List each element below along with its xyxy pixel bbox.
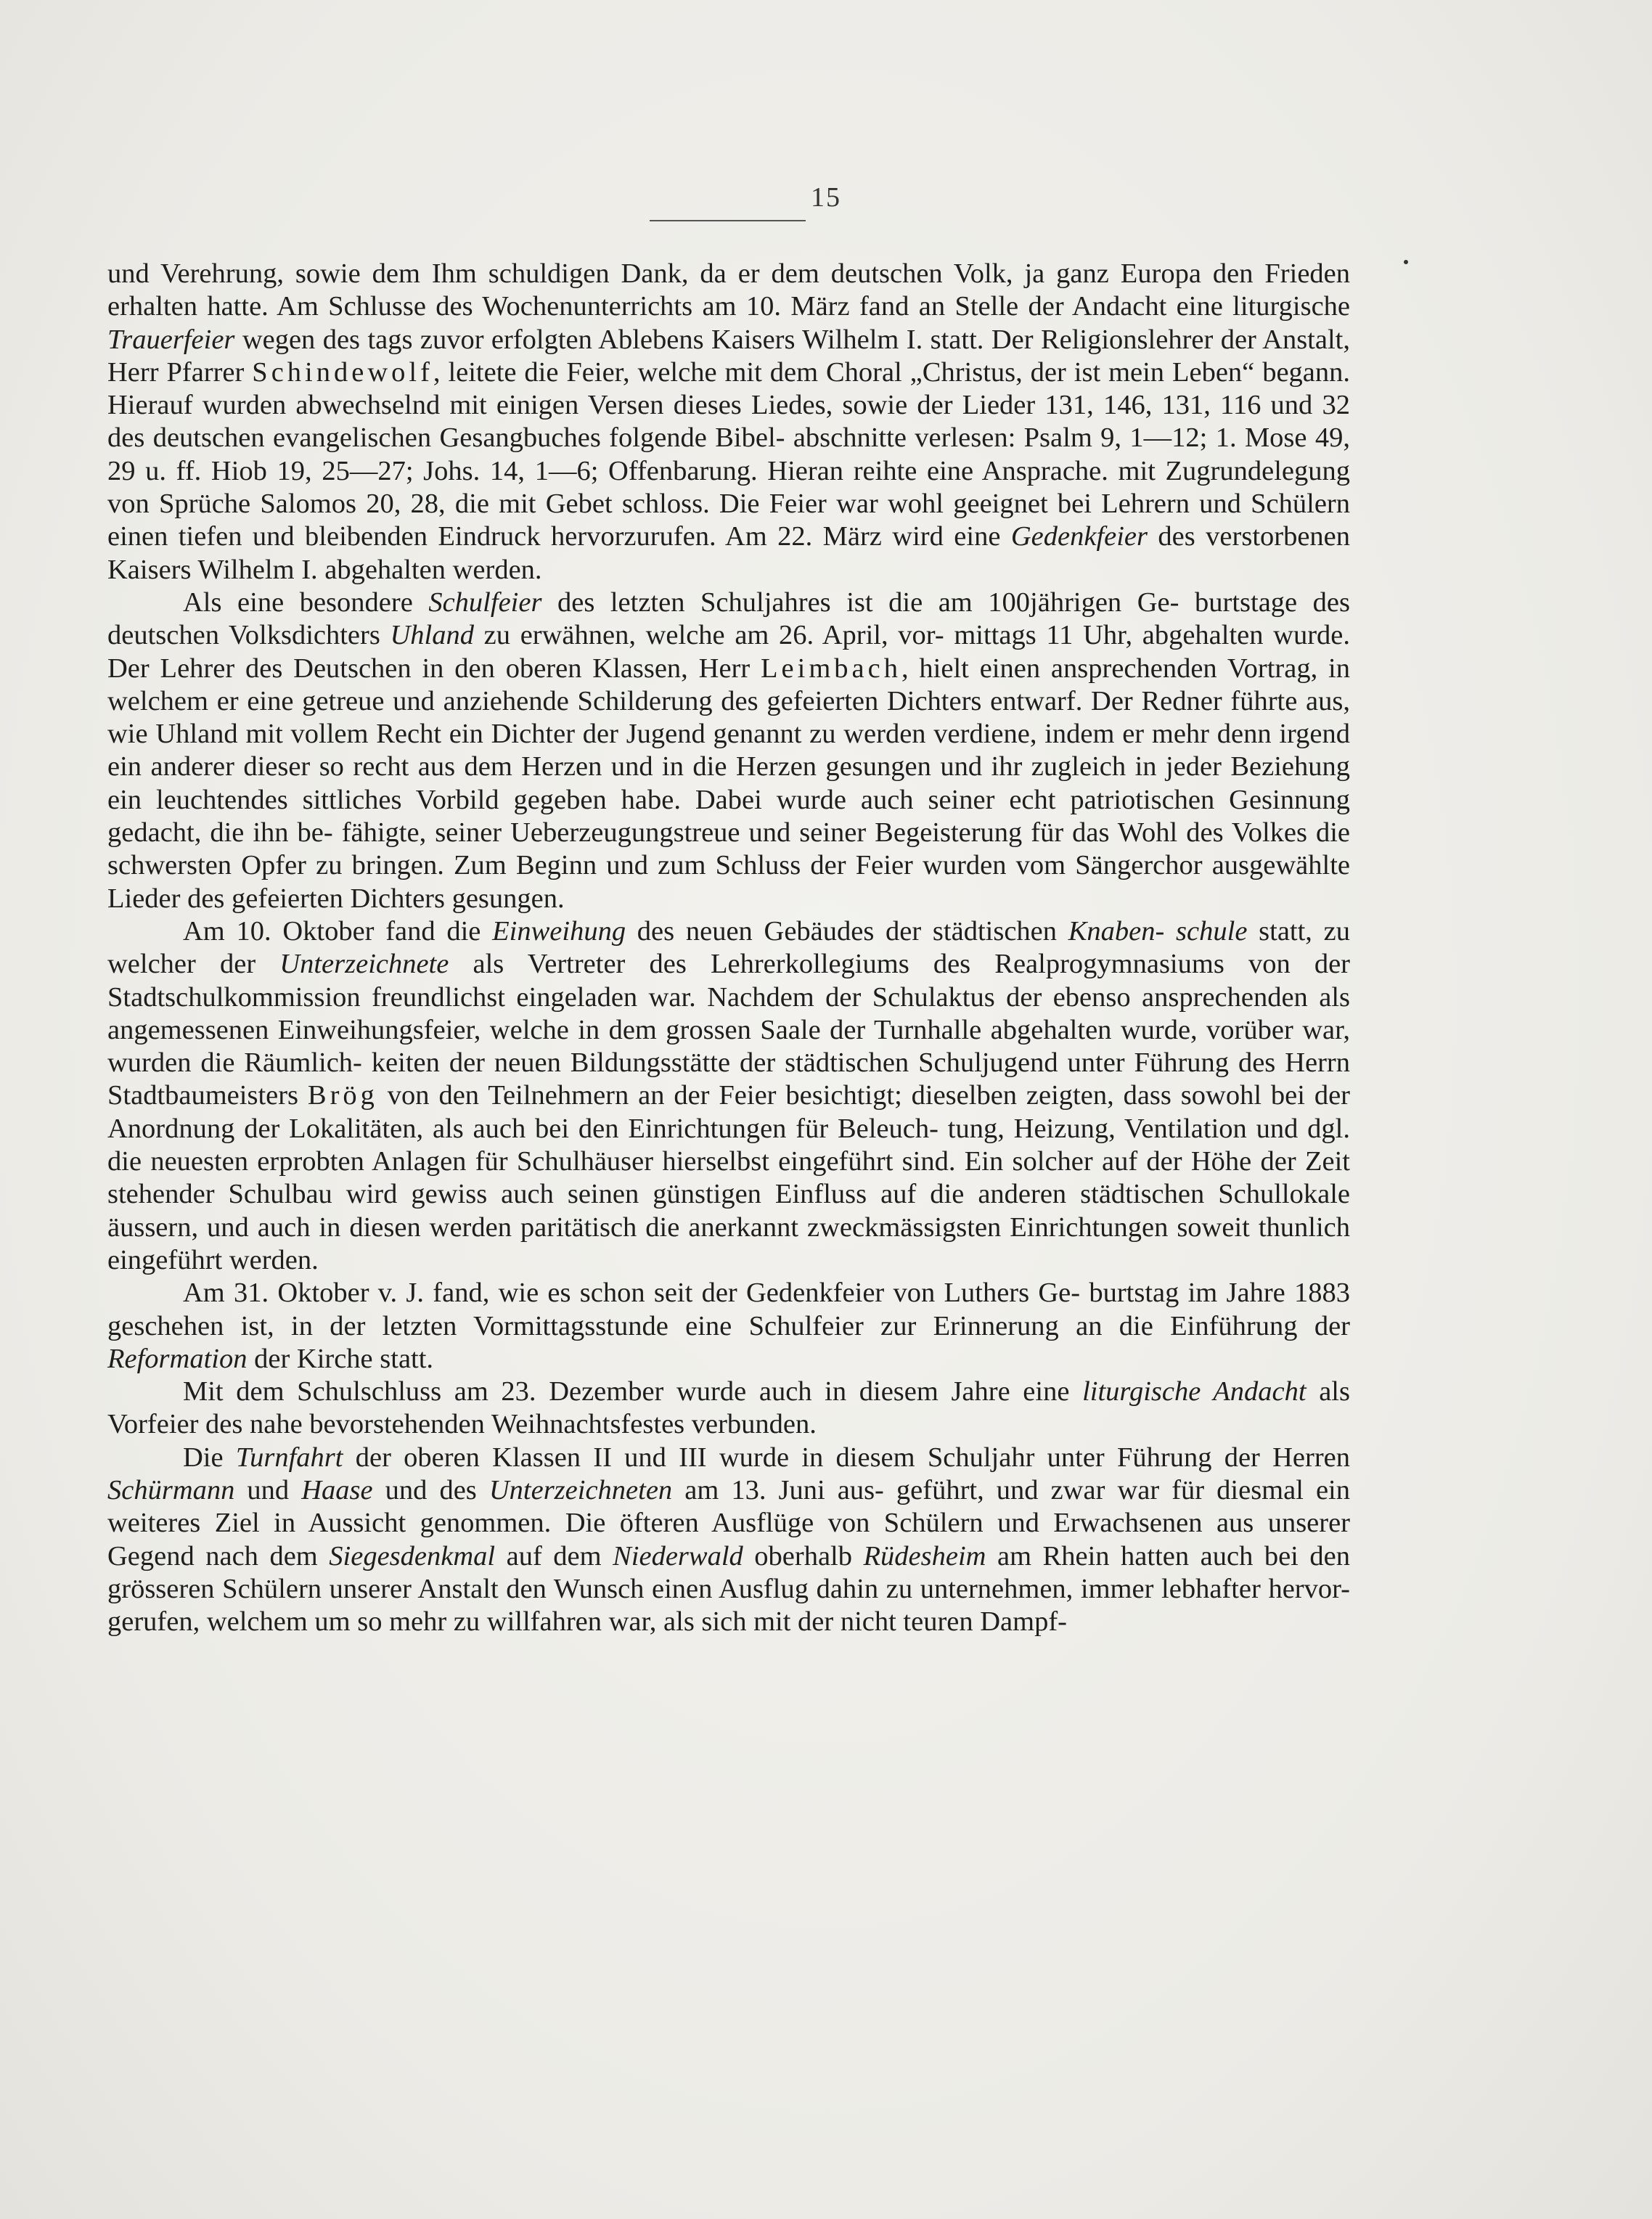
paragraph: [107, 1277, 1350, 1376]
text-run: am 13. Juni aus- geführt, und zwar war für diesmal ein weiteres Ziel in Aussicht genommen. Die öfteren Ausflüge von Schülern und Erwachsenen aus unserer Gegend nach dem: [107, 1474, 1350, 1572]
italic-emphasis: Unterzeichneten: [488, 1474, 673, 1505]
italic-emphasis: Unterzeichnete: [279, 949, 449, 980]
italic-emphasis: Rüdesheim: [863, 1540, 986, 1572]
italic-emphasis: Schulfeier: [428, 587, 542, 618]
body-text: [107, 258, 1350, 1638]
text-run: oberhalb: [743, 1540, 864, 1572]
italic-emphasis: Turnfahrt: [235, 1442, 343, 1473]
paragraph: [107, 1442, 1350, 1639]
italic-emphasis: Reformation: [107, 1343, 248, 1374]
italic-emphasis: Knaben- schule: [1068, 915, 1248, 947]
text-run: wegen des tags zuvor erfolgten Ablebens Kaisers Wilhelm I. statt. Der Religionslehrer der Anstalt, Herr Pfarrer: [107, 324, 1350, 388]
text-run: der Kirche statt.: [247, 1343, 434, 1374]
text-run: Als eine besondere: [183, 587, 429, 618]
text-run: , hielt einen ansprechenden Vortrag, in welchem er eine getreue und anziehende Schilderung des gefeierten Dichters entwarf. Der Redner führte aus, wie Uhland mit vollem Recht ein Dichter der Jugend genannt zu werden verdiene, indem er mehr denn irgend ein anderer dieser so recht aus dem Herzen und in die Herzen gesungen und ihr zugleich in jeder Beziehung ein leuchtendes sittliches Vorbild gegeben habe. Dabei wurde auch seiner echt patriotischen Gesinnung gedacht, die ihn be- fähigte, seiner Ueberzeugungstreue und seiner Begeisterung für das Wohl des Volkes die schwersten Opfer zu bringen. Zum Beginn und zum Schluss der Feier wurden vom Sängerchor ausgewählte Lieder des gefeierten Dichters gesungen.: [107, 653, 1350, 914]
text-run: auf dem: [495, 1540, 613, 1572]
text-run: der oberen Klassen II und III wurde in diesem Schuljahr unter Führung der Herren: [343, 1442, 1350, 1473]
spaced-name: Brög: [307, 1080, 378, 1111]
text-run: Die: [183, 1442, 236, 1473]
italic-emphasis: Schürmann: [107, 1474, 235, 1505]
text-run: des neuen Gebäudes der städtischen: [626, 915, 1068, 947]
text-run: am Rhein hatten auch bei den grösseren Schülern unserer Anstalt den Wunsch einen Ausflug dahin zu unternehmen, immer lebhafter hervor- gerufen, welchem um so mehr zu willfahren war, als sich mit der nicht teuren Dampf-: [107, 1540, 1350, 1638]
page-number: 15: [811, 182, 841, 213]
text-run: des verstorbenen Kaisers Wilhelm I. abgehalten werden.: [107, 521, 1351, 585]
text-run: Am 31. Oktober v. J. fand, wie es schon seit der Gedenkfeier von Luthers Ge- burtstag im Jahre 1883 geschehen ist, in der letzten Vormittagsstunde eine Schulfeier zur Erinnerung an die Einführung der: [107, 1278, 1350, 1341]
text-run: statt, zu welcher der: [107, 915, 1351, 980]
text-run: von den Teilnehmern an der Feier besichtigt; dieselben zeigten, dass sowohl bei der Anordnung der Lokalitäten, als auch bei den Einrichtungen für Beleuch- tung, Heizung, Ventilation und dgl. die neuesten erprobten Anlagen für Schulhäuser hierselbst eingeführt sind. Ein solcher auf der Höhe der Zeit stehender Schulbau wird gewiss auch seinen günstigen Einfluss auf die anderen städtischen Schullokale äussern, und auch in diesen werden paritätisch die anerkannt zweckmässigsten Einrichtungen soweit thunlich eingeführt werden.: [107, 1080, 1350, 1275]
italic-emphasis: liturgische Andacht: [1082, 1376, 1307, 1407]
text-run: Mit dem Schulschluss am 23. Dezember wurde auch in diesem Jahre eine: [183, 1376, 1083, 1407]
paragraph: [107, 258, 1350, 587]
text-run: und des: [372, 1474, 489, 1505]
text-run: als Vertreter des Lehrerkollegiums des Realprogymnasiums von der Stadtschulkommission freundlichst eingeladen war. Nachdem der Schulaktus der ebenso ansprechenden als angemessenen Einweihungsfeier, welche in dem grossen Saale der Turnhalle abgehalten wurde, vorüber war, wurden die Räumlich- keiten der neuen Bildungsstätte der städtischen Schuljugend unter Führung des Herrn Stadtbaumeisters: [107, 949, 1350, 1111]
header-rule: [650, 220, 806, 221]
italic-emphasis: Trauerfeier: [107, 324, 235, 355]
spaced-name: Leimbach: [761, 653, 901, 684]
italic-emphasis: Haase: [301, 1474, 373, 1505]
text-run: als Vorfeier des nahe bevorstehenden Weihnachtsfestes verbunden.: [107, 1376, 1350, 1440]
italic-emphasis: Uhland: [390, 620, 474, 651]
italic-emphasis: Gedenkfeier: [1010, 521, 1148, 552]
text-run: des letzten Schuljahres ist die am 100jährigen Ge- burtstage des deutschen Volksdichters: [107, 587, 1350, 651]
text-run: und Verehrung, sowie dem Ihm schuldigen Dank, da er dem deutschen Volk, ja ganz Europa den Frieden erhalten hatte. Am Schlusse des Wochenunterrichts am 10. März fand an Stelle der Andacht eine liturgische: [107, 258, 1350, 322]
paragraph: [107, 1376, 1350, 1442]
italic-emphasis: Einweihung: [492, 915, 626, 947]
italic-emphasis: Siegesdenkmal: [329, 1540, 496, 1572]
ink-speck: [1404, 260, 1408, 264]
text-run: Am 10. Oktober fand die: [183, 915, 493, 947]
paragraph: [107, 587, 1350, 915]
text-run: und: [234, 1474, 302, 1505]
spaced-name: Schindewolf: [252, 356, 433, 388]
text-run: , leitete die Feier, welche mit dem Choral „Christus, der ist mein Leben“ begann. Hierauf wurden abwechselnd mit einigen Versen dieses Liedes, sowie der Lieder 131, 146, 131, 116 und 32 des deutschen evangelischen Gesangbuches folgende Bibel- abschnitte verlesen: Psalm 9, 1—12; 1. Mose 49, 29 u. ff. Hiob 19, 25—27; Johs. 14, 1—6; Offenbarung. Hieran reihte eine Ansprache. mit Zugrundelegung von Sprüche Salomos 20, 28, die mit Gebet schloss. Die Feier war wohl geeignet bei Lehrern und Schülern einen tiefen und bleibenden Eindruck hervorzurufen. Am 22. März wird eine: [107, 356, 1351, 552]
italic-emphasis: Niederwald: [613, 1540, 743, 1572]
paragraph: [107, 915, 1350, 1277]
text-run: zu erwähnen, welche am 26. April, vor- mittags 11 Uhr, abgehalten wurde. Der Lehrer des Deutschen in den oberen Klassen, Herr: [107, 620, 1350, 684]
